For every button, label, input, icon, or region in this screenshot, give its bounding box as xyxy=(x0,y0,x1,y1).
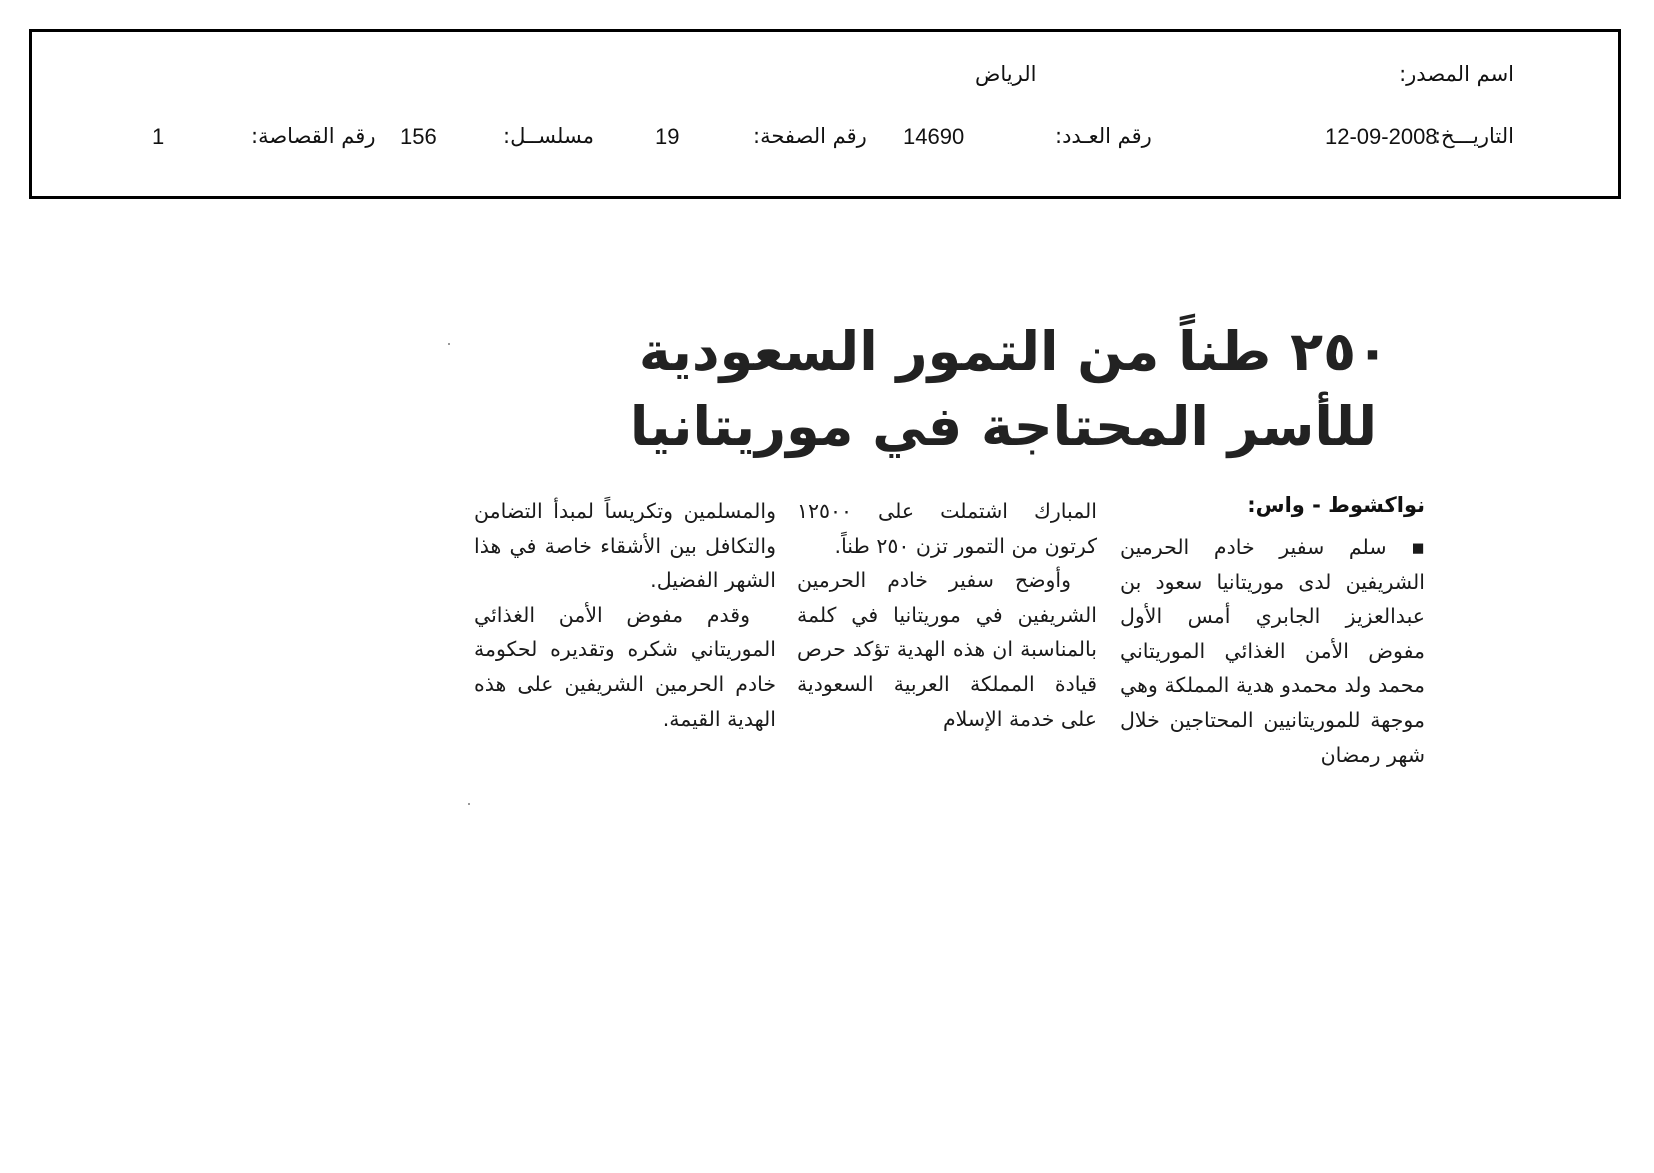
article-column-1 xyxy=(1120,530,1425,772)
crop-mark xyxy=(448,343,450,345)
paragraph: وقدم مفوض الأمن الغذائي الموريتاني شكره وتقديره لحكومة خادم الحرمين الشريفين على هذه الهدية القيمة. xyxy=(474,602,776,731)
issue-value: 14690 xyxy=(903,124,965,149)
headline-line-1: ٢٥٠ طناً من التمور السعودية xyxy=(638,320,1389,383)
serial-label: مسلســل: xyxy=(503,124,594,148)
headline-line-2: للأسر المحتاجة في موريتانيا xyxy=(629,395,1377,458)
source-label: اسم المصدر: xyxy=(1399,62,1514,86)
date-value: 12-09-2008 xyxy=(1325,124,1438,149)
serial-value: 156 xyxy=(400,124,437,149)
paragraph: ▪ سلم سفير خادم الحرمين الشريفين لدى موريتانيا سعود بن عبدالعزيز الجابري أمس الأول مفوض الأمن الغذائي الموريتاني محمد ولد محمدو هدية المملكة وهي موجهة للموريتانيين المحتاجين خلال شهر رمضان xyxy=(1120,535,1425,767)
paragraph: المبارك اشتملت على ١٢٥٠٠ كرتون من التمور تزن ٢٥٠ طناً. xyxy=(797,499,1097,558)
issue-label: رقم العـدد: xyxy=(1055,124,1152,148)
clip-value: 1 xyxy=(152,124,165,149)
source-value: الرياض xyxy=(975,62,1037,86)
crop-mark xyxy=(468,803,470,805)
article-column-3 xyxy=(474,494,776,736)
dateline: نواكشوط - واس: xyxy=(1247,493,1425,517)
date-label: التاريـــخ: xyxy=(1433,124,1514,148)
page-label: رقم الصفحة: xyxy=(753,124,867,148)
page-value: 19 xyxy=(655,124,680,149)
clip-label: رقم القصاصة: xyxy=(251,124,376,148)
paragraph: والمسلمين وتكريساً لمبدأ التضامن والتكافل بين الأشقاء خاصة في هذا الشهر الفضيل. xyxy=(474,499,776,593)
paragraph: وأوضح سفير خادم الحرمين الشريفين في موريتانيا في كلمة بالمناسبة ان هذه الهدية تؤكد حرص قيادة المملكة العربية السعودية على خدمة الإسلام xyxy=(797,568,1097,731)
clipping-header xyxy=(29,29,1621,199)
article-column-2 xyxy=(797,494,1097,736)
